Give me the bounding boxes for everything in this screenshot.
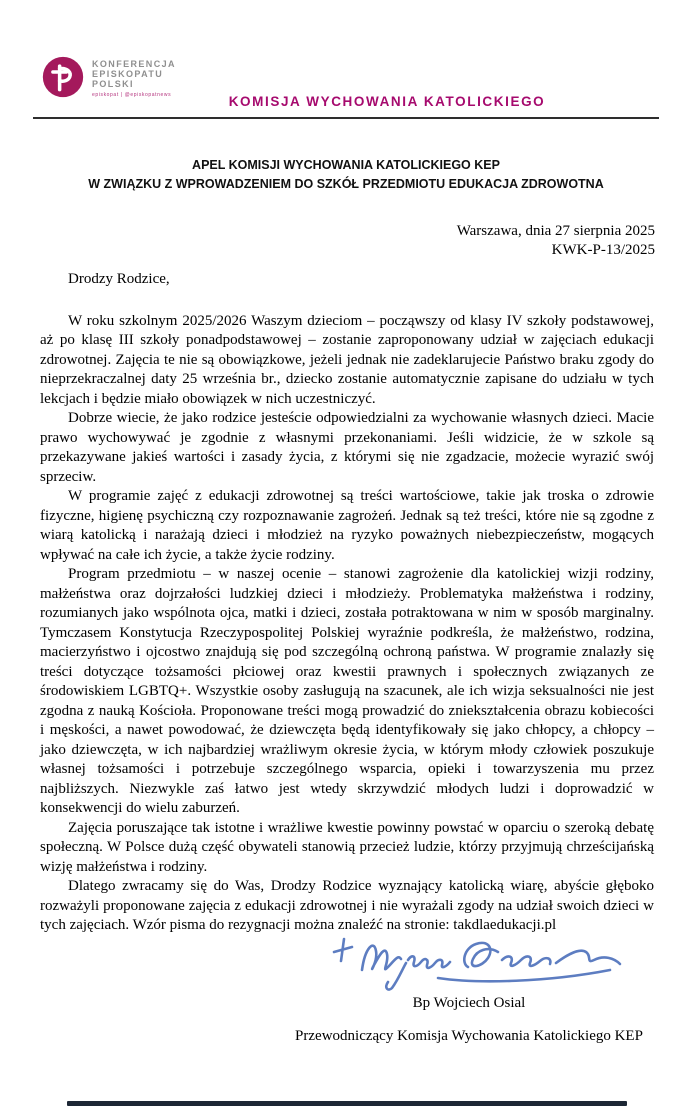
document-title (30, 156, 662, 194)
paragraph-text: Dlatego zwracamy się do Was, Drodzy Rodzice wyznający katolicką wiarę, abyście głęboko rozważyli proponowane zajęcia z edukacji zdrowotnej i nie wyrażali zgody na udział swoich dzieci w tych zajęciach. Wzór pisma do rezygnacji można znaleźć na stronie: (40, 878, 654, 933)
kep-crest-icon (42, 56, 84, 98)
logo-tagline: episkopat | @episkopatnews (92, 92, 172, 98)
header-divider (33, 117, 659, 119)
letter-body (40, 270, 654, 936)
reference-number: KWK-P-13/2025 (551, 242, 655, 258)
logo-org-line: POLSKI (92, 79, 134, 89)
signature-area (0, 918, 692, 1046)
title-line-2: W ZWIĄZKU Z WPROWADZENIEM DO SZKÓŁ PRZEDMIOTU EDUKACJA ZDROWOTNA (88, 177, 604, 191)
salutation: Drodzy Rodzice, (68, 271, 170, 287)
website-link[interactable]: takdlaedukacji.pl (453, 917, 557, 933)
place-date: Warszawa, dnia 27 sierpnia 2025 (456, 223, 655, 239)
handwritten-signature (318, 918, 628, 992)
paragraph: W roku szkolnym 2025/2026 Waszym dzieciom – począwszy od klasy IV szkoły podstawowej, aż po klasę III szkoły ponadpodstawowej – zostanie zaproponowany udział w zajęciach edukacji zdrowotnej. Zajęcia te nie są obowiązkowe, jeżeli jednak nie zadeklarujecie Państwo braku zgody do nieprzekraczalnej daty 25 września br., dziecko zostanie automatycznie zapisane do udziału w tych lekcjach i będzie miało obowiązek w nich uczestniczyć. (40, 312, 654, 407)
signer-name: Bp Wojciech Osial (412, 995, 526, 1011)
commission-heading: KOMISJA WYCHOWANIA KATOLICKIEGO (228, 94, 546, 109)
paragraph: Zajęcia poruszające tak istotne i wrażliwe kwestie powinny powstać w oparciu o szeroką debatę społeczną. W Polsce dużą część obywateli stanowią przecież ludzie, którzy przyjmują chrześcijańską wizję małżeństwa i rodziny. (40, 819, 654, 875)
kep-logo (42, 56, 176, 98)
logo-org-line: KONFERENCJA (92, 59, 176, 69)
scan-edge-bar (67, 1101, 627, 1106)
signer-title: Przewodniczący Komisja Wychowania Katolickiego KEP (295, 1028, 643, 1044)
paragraph: Program przedmiotu – w naszej ocenie – stanowi zagrożenie dla katolickiej wizji rodziny, małżeństwa oraz dojrzałości ludzkiej dzieci i młodzieży. Problematyka małżeństwa i rodziny, rozumianych jako wspólnota ojca, matki i dzieci, została potraktowana w nim w sposób marginalny. Tymczasem Konstytucja Rzeczypospolitej Polskiej wyraźnie podkreśla, że małżeństwo, rodzina, macierzyństwo i ojcostwo znajdują się pod szczególną ochroną państwa. W programie znalazły się treści dotyczące tożsamości płciowej oraz kwestii prawnych i społecznych związanych ze środowiskiem LGBTQ+. Wszystkie osoby zasługują na szacunek, ale ich wizja seksualności nie jest zgodna z nauką Kościoła. Proponowane treści mogą prowadzić do zniekształcenia obrazu kobiecości i męskości, a nawet powodować, że dziewczęta będą identyfikowały się jako chłopcy, a chłopcy – jako dziewczęta, w ich najbardziej wrażliwym okresie życia, w którym młody człowiek poszukuje własnej tożsamości i potrzebuje szczególnego wsparcia, opieki i towarzyszenia mu przez najbliższych. Niezwykle zaś łatwo jest wtedy skrzywdzić młodych ludzi i doprowadzić w konsekwencji do wielu zaburzeń. (40, 566, 654, 816)
date-reference-block (40, 222, 655, 260)
paragraph: Dobrze wiecie, że jako rodzice jesteście odpowiedzialni za wychowanie własnych dzieci. Macie prawo wychowywać je zgodnie z własnymi przekonaniami. Jeśli widzicie, że w szkole są przekazywane jakieś wartości i zasady życia, z którymi się nie zgadzacie, możecie wyrazić swój sprzeciw. (40, 410, 654, 485)
logo-text (92, 56, 176, 98)
signer-block (274, 994, 664, 1046)
paragraph: W programie zajęć z edukacji zdrowotnej są treści wartościowe, takie jak troska o zdrowie fizyczne, higienę psychiczną czy rozpoznawanie zagrożeń. Jednak są też treści, które nie są zgodne z wiarą katolicką i narażają dzieci i młodzież na ryzyko poważnych niebezpieczeństw, mogących wpływać na całe ich życie, a także życie rodziny. (40, 488, 654, 563)
logo-org-line: EPISKOPATU (92, 69, 164, 79)
letterhead (0, 0, 692, 120)
title-line-1: APEL KOMISJI WYCHOWANIA KATOLICKIEGO KEP (192, 158, 500, 172)
